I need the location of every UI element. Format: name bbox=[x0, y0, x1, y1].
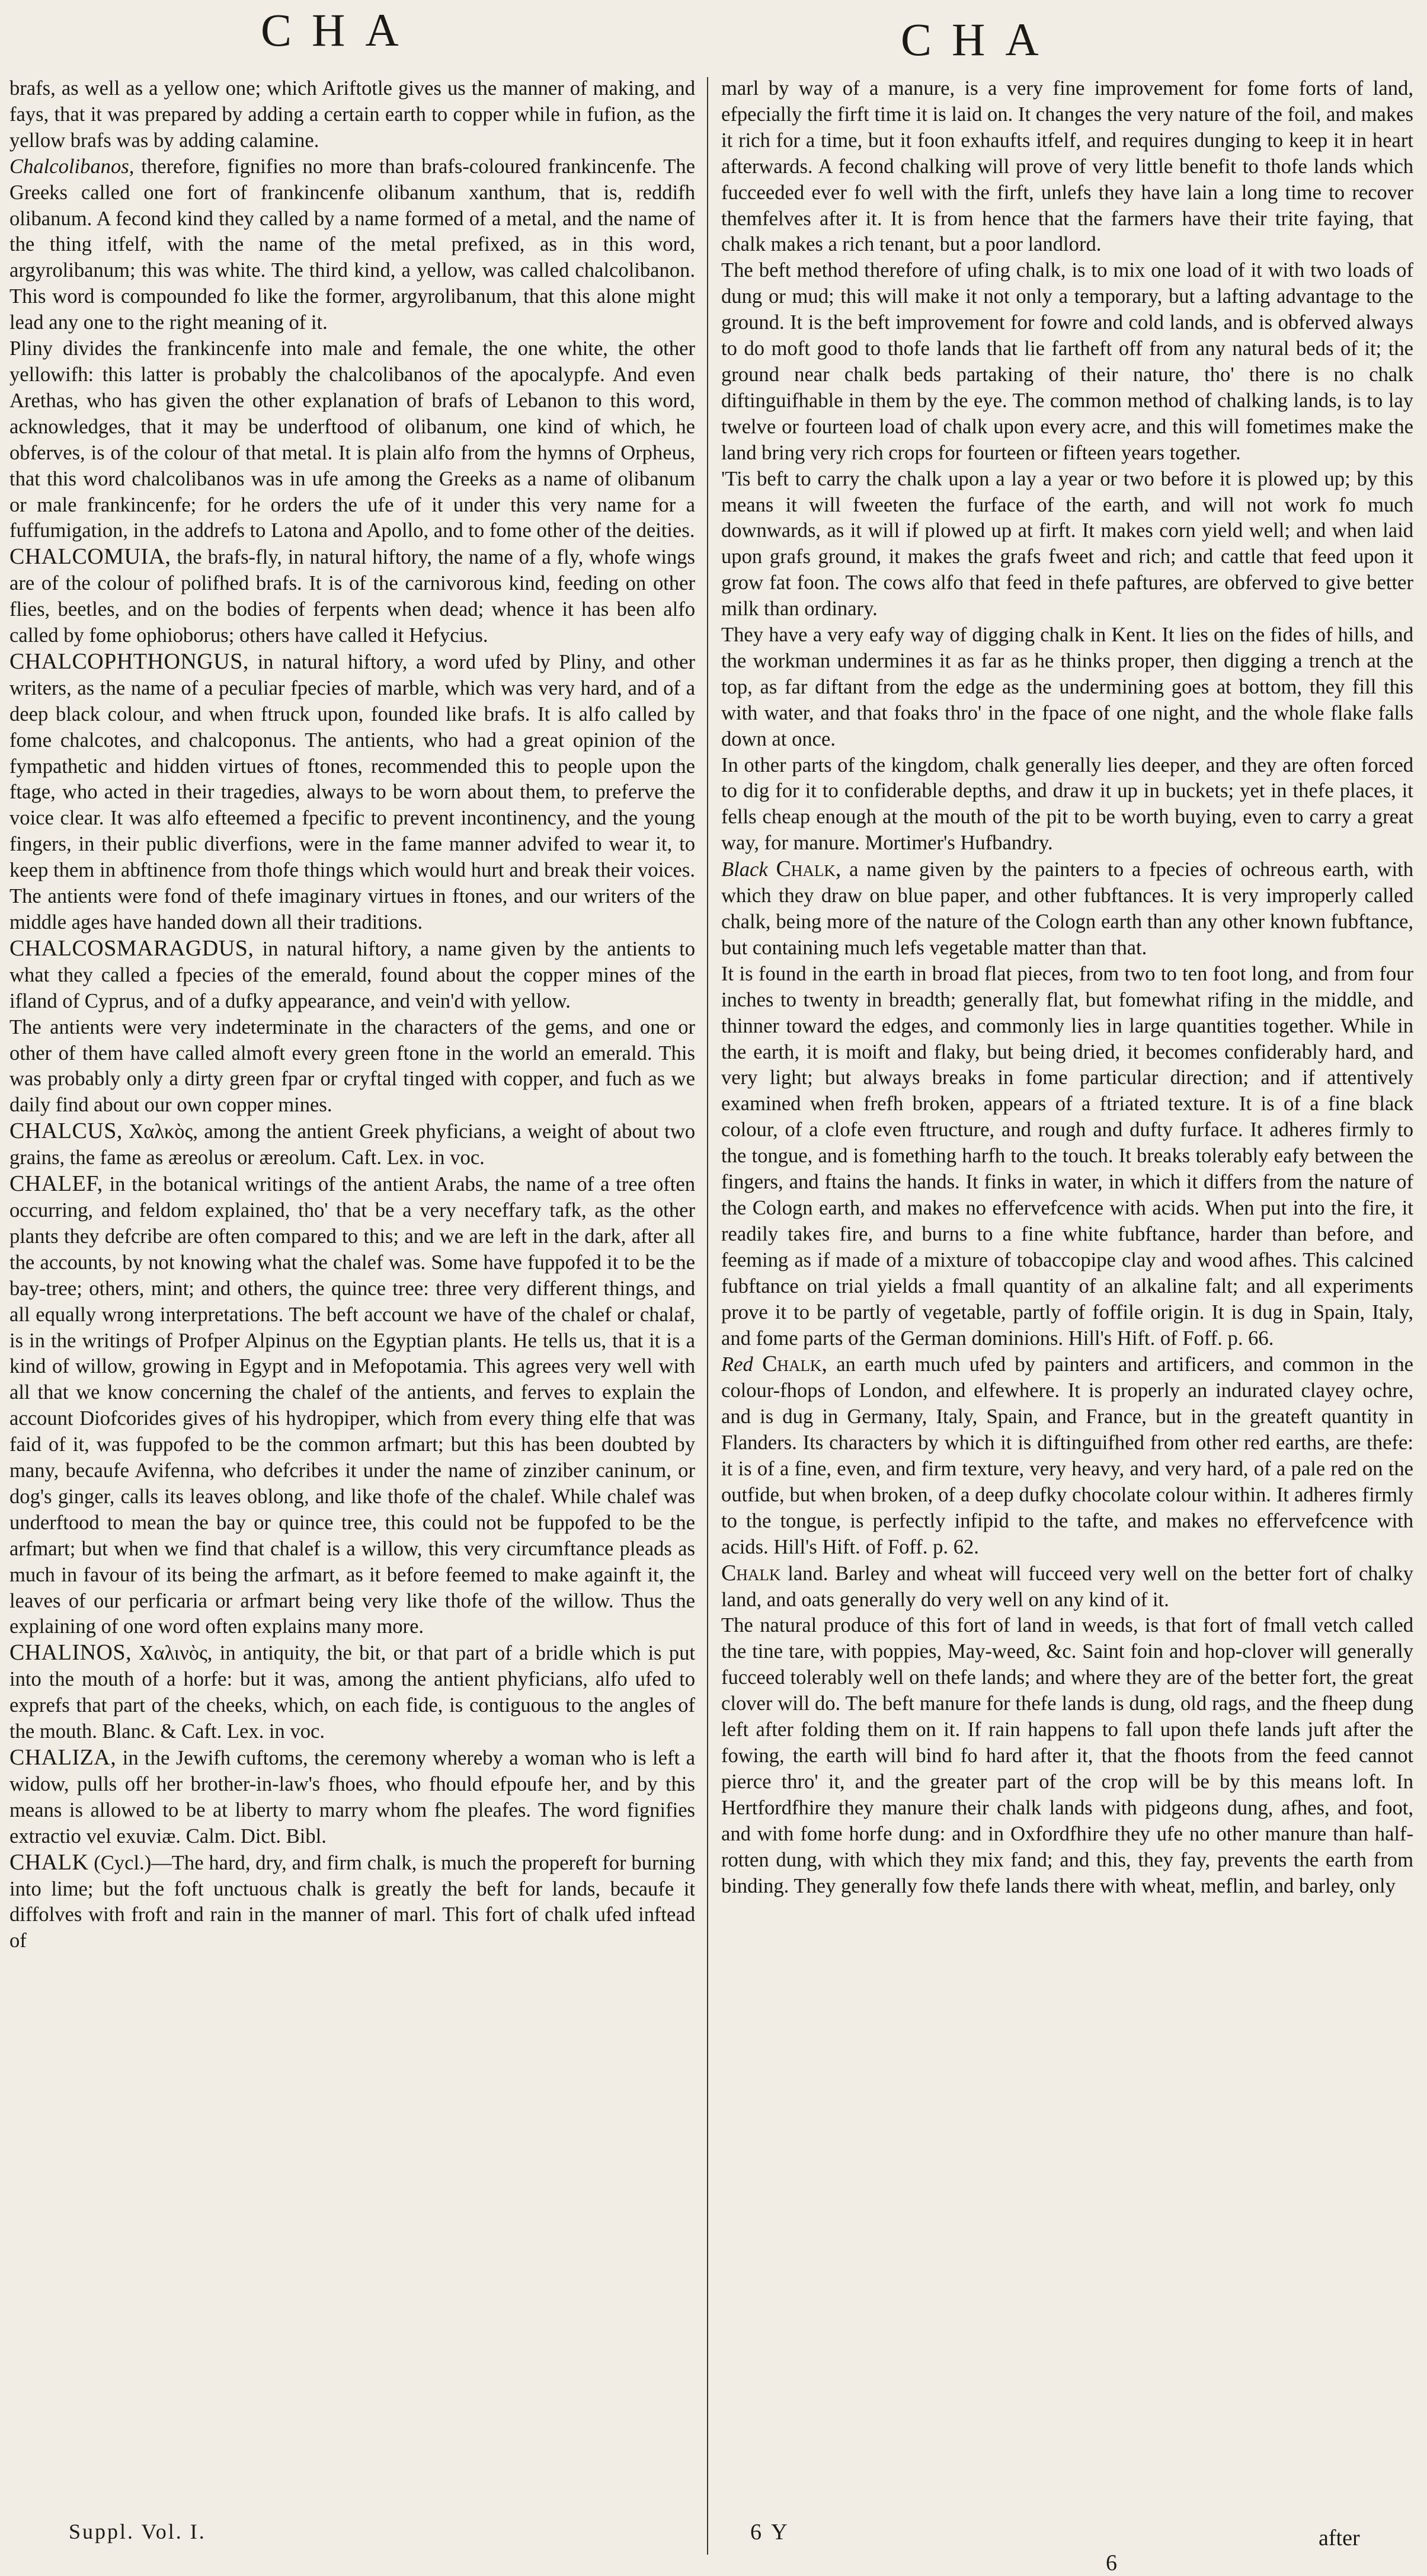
paragraph-text: They have a very eafy way of digging chalk in Kent. It lies on the fides of hills, and the workman undermines it as far as he thinks proper, then digging a trench at the top, as far diftant from the edge as the undermining goes at bottom, they fill this with water, and that foaks thro' in the fpace of one night, and the whole flake falls down at once. bbox=[721, 624, 1413, 750]
column-divider bbox=[707, 77, 708, 2555]
dictionary-entry bbox=[9, 1850, 695, 1955]
entry-headword: CHALEF, bbox=[9, 1171, 103, 1197]
running-head-left: CHA bbox=[261, 4, 419, 56]
dictionary-entry bbox=[9, 1171, 695, 1640]
entry-headword: CHALCOPHTHONGUS, bbox=[9, 648, 249, 674]
entry-headword: CHALCOMUIA, bbox=[9, 544, 171, 570]
entry-headword: Chalk, bbox=[776, 856, 842, 882]
paragraph-text: Pliny divides the frankincenfe into male and female, the one white, the other yellowifh: this latter is probably the chalcolibanos of the apocalypfe. And even Arethas, who has given the other explanation of brafs of Lebanon to this word, acknowledges, that it may be underftood of olibanum, one kind of which, he obferves, is of the colour of that metal. It is plain alfo from the hymns of Orpheus, that this word chalcolibanos was in ufe among the Greeks as a name of olibanum or male frankincenfe; for he orders the ufe of it under this very name for a fuffumigation, in the addrefs to Latona and Apollo, and to fome other of the deities. bbox=[9, 337, 695, 542]
footer-volume: Suppl. Vol. I. bbox=[69, 2520, 206, 2543]
entry-headword: CHALCOSMARAGDUS, bbox=[9, 935, 254, 961]
running-head-right: CHA bbox=[901, 14, 1059, 65]
paragraph-text: in the Jewifh cuftoms, the ceremony whereby a woman who is left a widow, pulls off her brother-in-law's fhoes, who fhould efpoufe her, and by this means is allowed to be at liberty to marry whom fhe pleafes. The word fignifies extractio vel exuviæ. Calm. Dict. Bibl. bbox=[9, 1747, 695, 1848]
dictionary-entry bbox=[721, 1351, 1413, 1560]
entry-headword: Chalk bbox=[721, 1560, 781, 1586]
dictionary-entry bbox=[9, 544, 695, 649]
paragraph-text: 'Tis beft to carry the chalk upon a lay a year or two before it is plowed up; by this means it will fweeten the furface of the earth, and will not work fo much downwards, as it will if plowed up at firft. It makes corn yield well; and when laid upon grafs ground, it makes the grafs fweet and rich; and cattle that feed upon it grow fat foon. The cows alfo that feed in thefe paftures, are obferved to give better milk than ordinary. bbox=[721, 467, 1413, 621]
dictionary-entry bbox=[9, 1640, 695, 1745]
paragraph-text: an earth much ufed by painters and artificers, and common in the colour-fhops of London, and elfewhere. It is properly an indurated clayey ochre, and is dug in Germany, Italy, Spain, and France, but in the greateft quantity in Flanders. Its characters by which it is diftinguifhed from other red earths, are thefe: it is of a fine, even, and firm texture, very heavy, and very hard, of a pale red on the outfide, but when broken, of a deep dufky chocolate colour within. It adheres firmly to the tongue, is perfectly infipid to the tafte, and makes no effervefcence with acids. Hill's Hift. of Foff. p. 62. bbox=[721, 1353, 1414, 1558]
paragraph-text: In other parts of the kingdom, chalk generally lies deeper, and they are often forced to dig for it to confiderable depths, and draw it up in buckets; yet in thefe places, it fells cheap enough at the mouth of the pit to be worth buying, even to carry a great way, for manure. Mortimer's Hufbandry. bbox=[721, 753, 1413, 855]
paragraph bbox=[721, 622, 1413, 753]
paragraph-text: in natural hiftory, a word ufed by Pliny, and other writers, as the name of a peculiar fpecies of marble, which was very hard, and of a deep black colour, and when ftruck upon, founded like brafs. It is alfo called by fome chalcotes, and chalcoponus. The antients, who had a great opinion of the fympathetic and hidden virtues of ftones, recommended this to people upon the ftage, who acted in their tragedies, always to be worn about them, to preferve the voice clear. It was alfo efteemed a fpecific to prevent incontinency, and the young fingers, in their public diverfions, were in the fame manner advifed to wear it, to keep them in abftinence from thofe things which would hurt and break their voices. The antients were fond of thefe imaginary virtues in ftones, and our writers of the middle ages have handed down all their traditions. bbox=[9, 650, 695, 934]
paragraph-text: land. Barley and wheat will fucceed very well on the better fort of chalky land, and oats generally do very well on any kind of it. bbox=[721, 1562, 1413, 1611]
paragraph bbox=[721, 76, 1413, 258]
dictionary-entry bbox=[9, 1118, 695, 1171]
paragraph bbox=[9, 76, 695, 154]
entry-headword: CHALCUS, bbox=[9, 1118, 123, 1144]
dictionary-entry bbox=[9, 936, 695, 1015]
paragraph-text: The antients were very indeterminate in the characters of the gems, and one or other of them have called almoft every green ftone in the world an emerald. This was probably only a dirty green fpar or cryftal tinged with copper, and fuch as we daily find about our own copper mines. bbox=[9, 1015, 695, 1117]
paragraph-text: (Cycl.)—The hard, dry, and firm chalk, is much the propereft for burning into lime; but the foft unctuous chalk is greatly the beft for lands, becaufe it diffolves with froft and rain in the manner of marl. This fort of chalk ufed inftead of bbox=[9, 1851, 695, 1952]
paragraph-text: The natural produce of this fort of land in weeds, is that fort of fmall vetch called the tine tare, with poppies, May-weed, &c. Saint foin and hop-clover will generally fucceed tolerably well on thefe lands; and where they are of the better fort, the great clover will do. The beft manure for thefe lands is dung, old rags, and the fheep dung left after folding them on it. If rain happens to fall upon thefe lands juft after the fowing, the earth will bind fo hard after it, that the fhoots from the feed cannot pierce thro' it, and the greater part of the crop will be by this means loft. In Hertfordfhire they manure their chalk lands with pidgeons dung, afhes, and foot, and with fome horfe dung: and in Oxfordfhire they ufe no other manure than half-rotten dung, with which they mix fand; and this, they fay, prevents the earth from binding. They generally fow thefe lands there with wheat, meflin, and barley, only bbox=[721, 1614, 1413, 1897]
paragraph-text: a name given by the painters to a fpecies of ochreous earth, with which they draw on blue paper, and other fubftances. It is very improperly called chalk, being more of the nature of the Cologn earth than any other known fubftance, but containing much lefs vegetable matter than that. bbox=[721, 858, 1413, 959]
paragraph bbox=[721, 961, 1413, 1352]
entry-headword: CHALK bbox=[9, 1849, 89, 1875]
paragraph-text: therefore, fignifies no more than brafs-coloured frankincenfe. The Greeks called one fort of frankincenfe olibanum xanthum, that is, reddifh olibanum. A fecond kind they called by a name formed of a metal, and the name of the thing itfelf, with the name of the metal prefixed, as in this word, argyrolibanum; this was white. The third kind, a yellow, was called chalcolibanon. This word is compounded fo like the former, argyrolibanum, that this alone might lead any one to the right meaning of it. bbox=[9, 155, 695, 334]
paragraph bbox=[721, 466, 1413, 622]
footer-catchword: after bbox=[1319, 2526, 1360, 2551]
paragraph bbox=[9, 1015, 695, 1119]
paragraph bbox=[9, 154, 695, 336]
dictionary-entry bbox=[9, 1745, 695, 1850]
paragraph bbox=[721, 1613, 1413, 1899]
entry-headword: CHALIZA, bbox=[9, 1745, 117, 1770]
paragraph-text: brafs, as well as a yellow one; which Ariftotle gives us the manner of making, and fays, that it was prepared by adding a certain earth to copper while in fufion, as the yellow brafs was by adding calamine. bbox=[9, 77, 695, 152]
dictionary-entry bbox=[9, 649, 695, 936]
page-number: 6 bbox=[1106, 2551, 1117, 2575]
paragraph bbox=[9, 336, 695, 544]
paragraph-text: Χαλκὸς, among the antient Greek phyficians, a weight of about two grains, the fame as æreolus or æreolum. Caft. Lex. in voc. bbox=[9, 1120, 695, 1169]
paragraph-text: the brafs-fly, in natural hiftory, the name of a fly, whofe wings are of the colour of polifhed brafs. It is of the carnivorous kind, feeding on other flies, beetles, and on the bodies of ferpents when dead; whence it has been alfo called by fome ophioborus; others have called it Hefycius. bbox=[9, 546, 695, 647]
footer-signature: 6 Y bbox=[750, 2520, 790, 2545]
paragraph bbox=[721, 753, 1413, 857]
paragraph-text: Χαλινὸς, in antiquity, the bit, or that part of a bridle which is put into the mouth of a horfe: but it was, among the antient phyficians, alfo ufed to exprefs that part of the cheeks, which, on each fide, is contiguous to the angles of the mouth. Blanc. & Caft. Lex. in voc. bbox=[9, 1642, 695, 1743]
right-column bbox=[721, 76, 1413, 1899]
paragraph-text: It is found in the earth in broad flat pieces, from two to ten foot long, and from four inches to twenty in breadth; generally flat, but fomewhat rifing in the middle, and thinner toward the edges, and commonly lies in large quantities together. While in the earth, it is moift and flaky, but being dried, it becomes confiderably hard, and very light; but always breaks in fome particular direction; and if attentively examined when frefh broken, appears of a ftriated texture. It is of a fine black colour, of a clofe even ftructure, and rough and dufty furface. It adheres firmly to the tongue, and is fomething harfh to the touch. It breaks tolerably eafy between the fingers, and ftains the hands. It finks in water, in which it differs from the nature of the Cologn earth, and makes no effervefcence with acids. When put into the fire, it readily takes fire, and burns to a fine white fubftance, harder than before, and feeming as if made of a mixture of tobaccopipe clay and wood afhes. This calcined fubftance on trial yields a fmall quantity of an alkaline falt; and all experiments prove it to be partly of vegetable, partly of foffile origin. It is dug in Spain, Italy, and fome parts of the German dominions. Hill's Hift. of Foff. p. 66. bbox=[721, 962, 1413, 1350]
entry-qualifier: Red bbox=[721, 1353, 763, 1376]
entry-headword: CHALINOS, bbox=[9, 1640, 132, 1666]
dictionary-entry bbox=[721, 1561, 1413, 1613]
entry-headword: Chalk, bbox=[762, 1351, 827, 1377]
paragraph-text: marl by way of a manure, is a very fine improvement for fome forts of land, efpecially the firft time it is laid on. It changes the very nature of the foil, and makes it rich for a time, but it foon exhaufts itfelf, and requires dunging to keep it in heart afterwards. A fecond chalking will prove of very little benefit to thofe lands which fucceeded ever fo well with the firft, unlefs they have lain a long time to recover themfelves after it. It is from hence that the farmers have their trite faying, that chalk makes a rich tenant, but a poor landlord. bbox=[721, 77, 1413, 256]
paragraph-text: in natural hiftory, a name given by the antients to what they called a fpecies of the emerald, found about the copper mines of the ifland of Cyprus, and of a dufky appearance, and vein'd with yellow. bbox=[9, 937, 695, 1012]
paragraph bbox=[721, 258, 1413, 466]
paragraph-text: The beft method therefore of ufing chalk, is to mix one load of it with two loads of dung or mud; this will make it not only a temporary, but a lafting advantage to the ground. It is the beft improvement for fowre and cold lands, and is obferved always to do moft good to thofe lands that lie fartheft off from any natural beds of it; the ground near chalk beds partaking of their nature, tho' there is no chalk diftinguifhable in them by the eye. The common method of chalking lands, is to lay twelve or fourteen load of chalk upon every acre, and this will fometimes make the land bring very rich crops for fourteen or fifteen years together. bbox=[721, 259, 1413, 464]
entry-qualifier: Black bbox=[721, 858, 776, 881]
paragraph-text: in the botanical writings of the antient Arabs, the name of a tree often occurring, and feldom explained, tho' that be a very neceffary tafk, as the other plants they defcribe are often compared to this; and we are left in the dark, after all the accounts, by not knowing what the chalef was. Some have fuppofed it to be the bay-tree; others, mint; and others, the quince tree: three very different things, and all equally wrong interpretations. The beft account we have of the chalef or chalaf, is in the writings of Profper Alpinus on the Egyptian plants. He tells us, that it is a kind of willow, growing in Egypt and in Mefopotamia. This agrees very well with all that we know concerning the chalef of the antients, and ferves to explain the account Diofcorides gives of his hydropiper, which from every thing elfe that was faid of it, was fuppofed to be the common arfmart; but this has been doubted by many, becaufe Avifenna, who defcribes it under the name of zinziber caninum, or dog's ginger, calls its leaves oblong, and like thofe of the chalef. While chalef was underftood to mean the bay or quince tree, this could not be fuppofed to be the arfmart; but when we find that chalef is a willow, this very circumftance pleads as much in favour of its being the arfmart, as it before feemed to make againft it, the leaves of our perficaria or arfmart being very like thofe of the willow. Thus the explaining of one word often explains many more. bbox=[9, 1173, 695, 1638]
left-column bbox=[9, 76, 695, 1954]
dictionary-entry bbox=[721, 856, 1413, 961]
paragraph-lead: Chalcolibanos, bbox=[9, 155, 135, 178]
